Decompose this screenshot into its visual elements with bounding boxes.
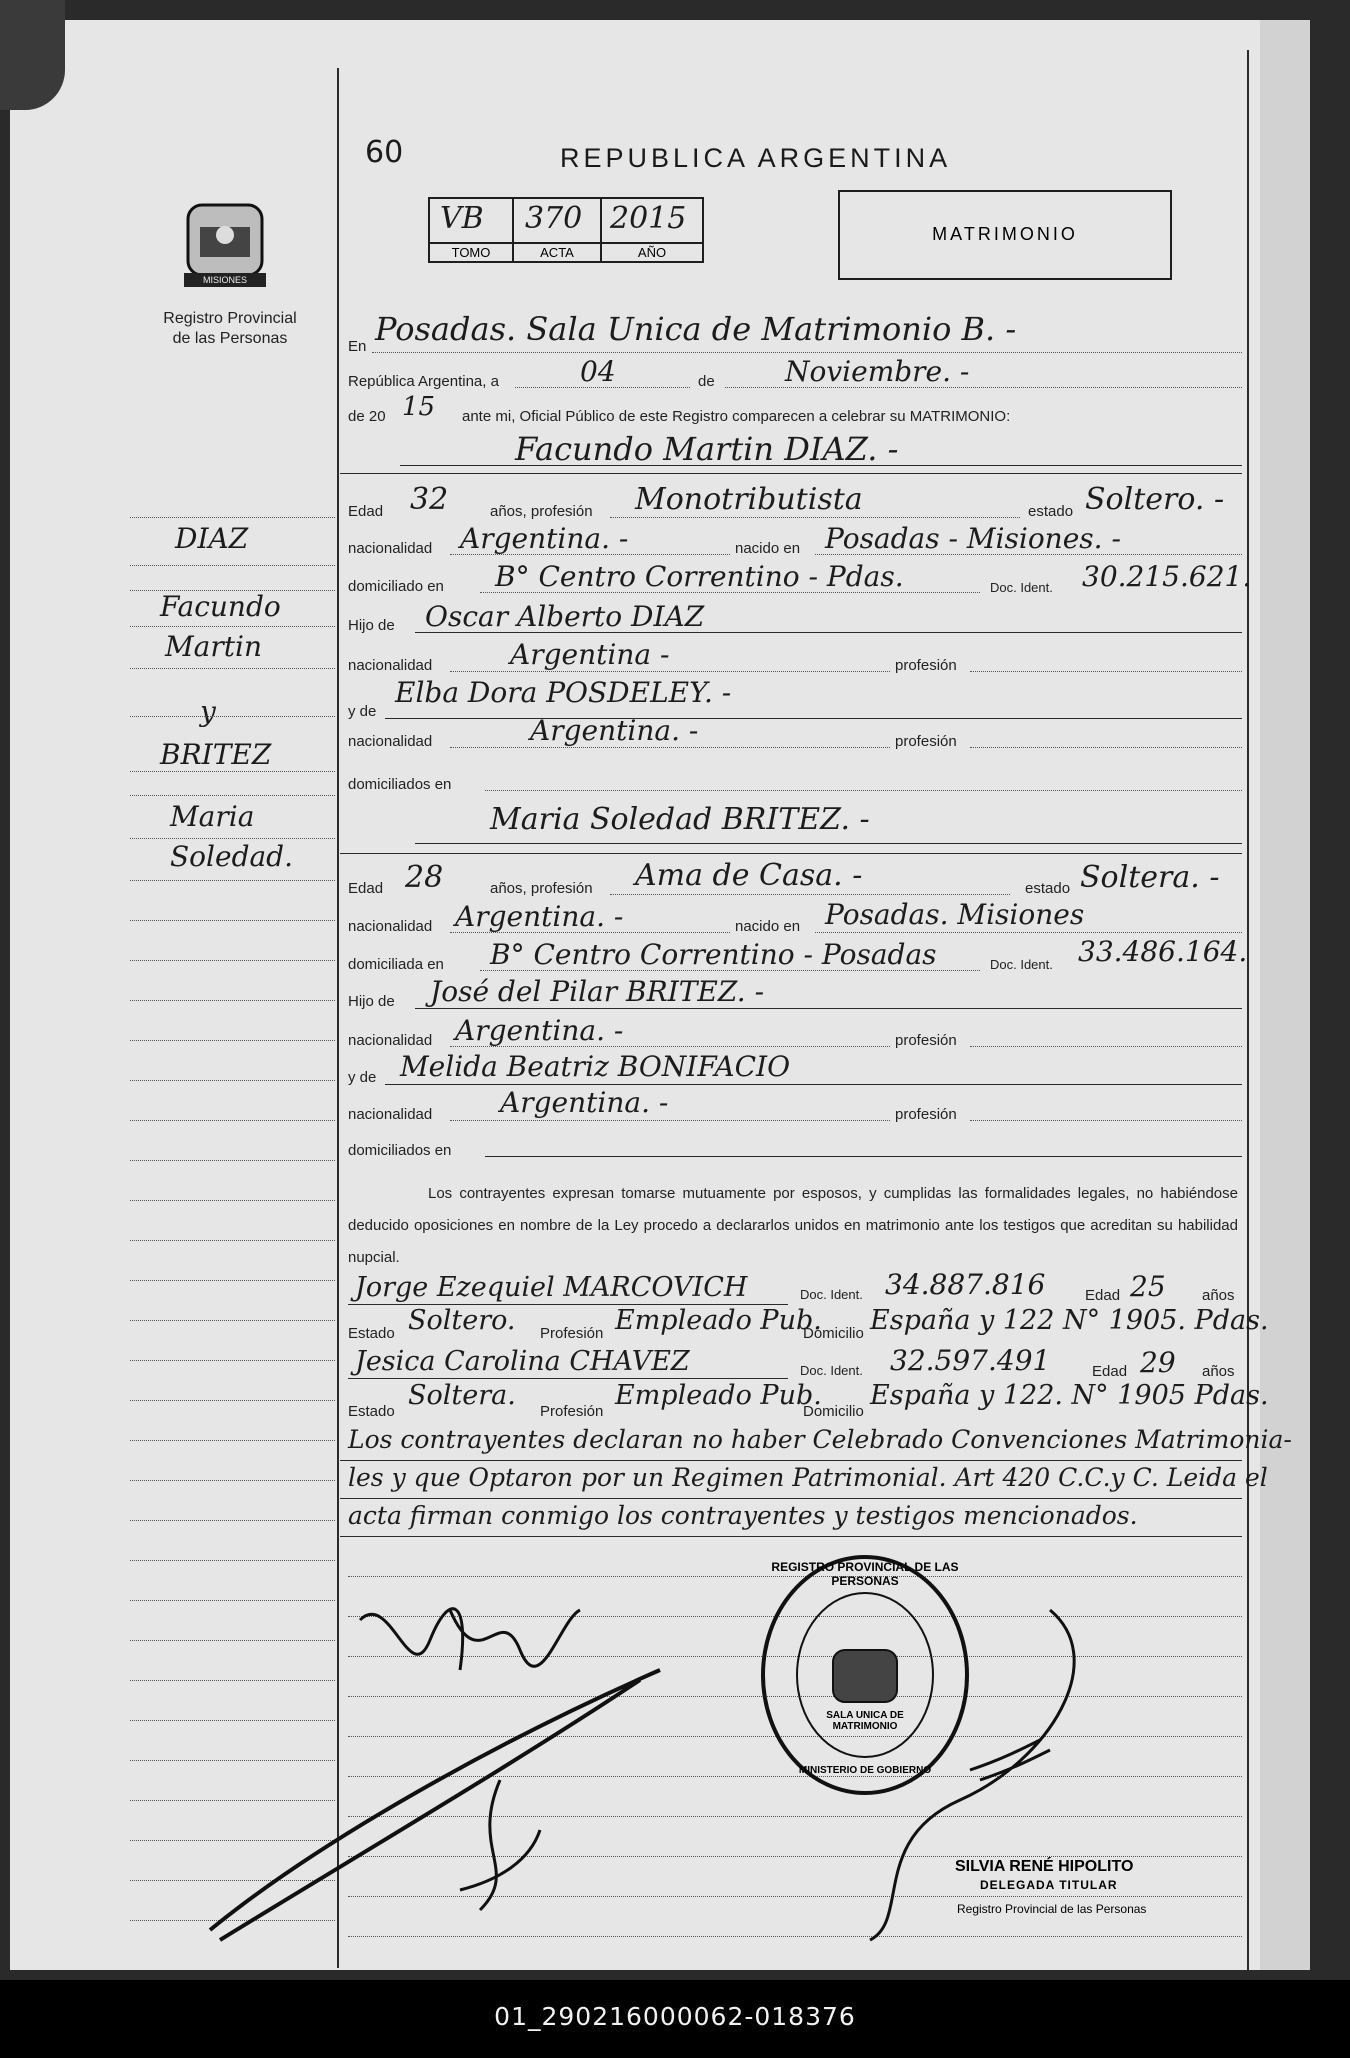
page-number: 60	[365, 135, 404, 170]
signature-3-icon	[440, 1770, 560, 1930]
witness2-estado-label: Estado	[348, 1403, 395, 1420]
bride-yde-label: y de	[348, 1069, 377, 1086]
bride-estado-label: estado	[1025, 880, 1071, 897]
groom-profession: Monotributista	[635, 482, 863, 517]
groom-mother-prof-label: profesión	[895, 733, 957, 750]
place-value: Posadas. Sala Unica de Matrimonio B. -	[375, 310, 1017, 348]
margin-conjunction: y	[200, 695, 216, 728]
witness1-prof-label: Profesión	[540, 1325, 604, 1342]
bride-status: Soltera. -	[1080, 860, 1220, 895]
bride-name: Maria Soledad BRITEZ. -	[490, 802, 870, 837]
witness2-address: España y 122. N° 1905 Pdas.	[870, 1380, 1269, 1411]
witness2-dom-label: Domicilio	[803, 1403, 864, 1420]
witness1-profession: Empleado Pub.	[615, 1305, 822, 1336]
bride-address: B° Centro Correntino - Posadas	[490, 938, 937, 971]
groom-age: 32	[410, 482, 449, 517]
groom-name: Facundo Martin DIAZ. -	[515, 430, 899, 468]
record-type: MATRIMONIO	[932, 224, 1078, 244]
bride-dom-label: domiciliada en	[348, 956, 444, 973]
groom-father: Oscar Alberto DIAZ	[425, 600, 705, 633]
declaration-text: Los contrayentes expresan tomarse mutuamente por esposos, y cumplidas las formalidades legales, no habiéndose deducido oposiciones en nombre de la Ley procedo a declararlos unidos en matrimonio ante los testigos que acreditan su habilidad nupcial.	[348, 1185, 1238, 1266]
witness2-edad-label: Edad	[1092, 1363, 1128, 1380]
bride-mother-nationality: Argentina. -	[500, 1086, 669, 1119]
de-label: de	[698, 373, 715, 390]
intro-text: ante mi, Oficial Público de este Registro comparecen a celebrar su MATRIMONIO:	[462, 408, 1011, 425]
day-value: 04	[580, 355, 616, 388]
bride-profession-label: años, profesión	[490, 880, 593, 897]
groom-mother-nat-label: nacionalidad	[348, 733, 433, 750]
notes-line3: acta firman conmigo los contrayentes y testigos mencionados.	[348, 1501, 1138, 1530]
record-type-box	[838, 190, 1172, 280]
country-title: REPUBLICA ARGENTINA	[560, 143, 952, 173]
witness2-name: Jesica Carolina CHAVEZ	[355, 1346, 690, 1377]
witness1-dom-label: Domicilio	[803, 1325, 864, 1342]
margin-surname2: BRITEZ	[160, 738, 272, 771]
witness2-anios-label: años	[1202, 1363, 1235, 1380]
year-suffix: 15	[402, 392, 436, 422]
groom-hijo-label: Hijo de	[348, 617, 395, 634]
witness1-anios-label: años	[1202, 1287, 1235, 1304]
groom-mother-nationality: Argentina. -	[530, 714, 699, 747]
margin-name2: Martin	[165, 630, 262, 663]
witness2-doc: 32.597.491	[890, 1344, 1051, 1377]
groom-edad-label: Edad	[348, 503, 384, 520]
margin-name4: Soledad.	[170, 840, 294, 873]
registry-name-line2: de las Personas	[172, 330, 288, 347]
groom-doc: 30.215.621.	[1082, 560, 1252, 593]
registry-name-line1: Registro Provincial	[163, 310, 297, 327]
bride-doc-label: Doc. Ident.	[990, 957, 1053, 972]
stamp-ring-text: REGISTRO PROVINCIAL DE LAS PERSONAS	[771, 1560, 959, 1588]
bride-mother-prof-label: profesión	[895, 1106, 957, 1123]
bride-nat-label: nacionalidad	[348, 918, 433, 935]
groom-status: Soltero. -	[1085, 482, 1225, 517]
groom-yde-label: y de	[348, 703, 377, 720]
witness1-doc: 34.887.816	[885, 1268, 1046, 1301]
witness1-name: Jorge Ezequiel MARCOVICH	[355, 1272, 748, 1303]
bride-doc: 33.486.164.	[1078, 935, 1248, 968]
month-value: Noviembre. -	[785, 355, 970, 388]
bride-birthplace: Posadas. Misiones	[825, 898, 1085, 931]
stamp-bottom-text: MINISTERIO DE GOBIERNO	[798, 1765, 932, 1776]
groom-father-nationality: Argentina -	[510, 638, 670, 671]
republica-label: República Argentina, a	[348, 373, 499, 390]
witness1-age: 25	[1130, 1270, 1166, 1303]
bride-age: 28	[405, 860, 444, 895]
witness2-profession: Empleado Pub.	[615, 1380, 822, 1411]
document-page	[10, 20, 1310, 1970]
en-label: En	[348, 338, 367, 355]
witness1-edad-label: Edad	[1085, 1287, 1121, 1304]
witness1-status: Soltero.	[408, 1305, 516, 1336]
groom-profession-label: años, profesión	[490, 503, 593, 520]
groom-domiciliados-label: domiciliados en	[348, 776, 452, 793]
page-edge	[1260, 20, 1310, 1970]
tomo-value: VB	[440, 201, 484, 236]
reference-box	[428, 197, 704, 263]
witness1-estado-label: Estado	[348, 1325, 395, 1342]
year-prefix: de 20	[348, 408, 386, 425]
right-margin-line	[1247, 50, 1249, 1970]
notes-line1: Los contrayentes declaran no haber Celebrado Convenciones Matrimonia-	[348, 1425, 1292, 1454]
groom-address: B° Centro Correntino - Pdas.	[495, 560, 904, 593]
groom-dom-label: domiciliado en	[348, 578, 444, 595]
tomo-label: TOMO	[451, 245, 491, 260]
bride-domiciliados-label: domiciliados en	[348, 1142, 452, 1159]
margin-name1: Facundo	[160, 590, 281, 623]
groom-estado-label: estado	[1028, 503, 1074, 520]
official-office: Registro Provincial de las Personas	[957, 1902, 1147, 1916]
anio-label: AÑO	[637, 245, 667, 260]
groom-father-nat-label: nacionalidad	[348, 657, 433, 674]
witness2-age: 29	[1140, 1346, 1176, 1379]
official-title: DELEGADA TITULAR	[980, 1878, 1118, 1892]
seal-text: MISIONES	[202, 275, 247, 285]
bride-edad-label: Edad	[348, 880, 384, 897]
bride-mother: Melida Beatriz BONIFACIO	[400, 1050, 791, 1083]
groom-nat-label: nacionalidad	[348, 540, 433, 557]
scan-artifact	[0, 0, 65, 110]
bride-father-nationality: Argentina. -	[455, 1014, 624, 1047]
groom-nationality: Argentina. -	[460, 522, 629, 555]
witness1-doc-label: Doc. Ident.	[800, 1287, 863, 1302]
bride-profession: Ama de Casa. -	[635, 858, 863, 893]
margin-surname: DIAZ	[175, 522, 249, 555]
groom-birthplace: Posadas - Misiones. -	[825, 522, 1121, 555]
signature-2-icon	[200, 1660, 670, 1950]
witness1-address: España y 122 N° 1905. Pdas.	[870, 1305, 1269, 1336]
bride-father: José del Pilar BRITEZ. -	[430, 975, 765, 1008]
anio-value: 2015	[610, 201, 687, 236]
witness2-prof-label: Profesión	[540, 1403, 604, 1420]
acta-label: ACTA	[540, 245, 574, 260]
margin-name3: Maria	[170, 800, 255, 833]
bride-nacido-label: nacido en	[735, 918, 801, 935]
image-caption: 01_290216000062-018376	[494, 2002, 856, 2031]
bride-hijo-label: Hijo de	[348, 993, 395, 1010]
groom-mother: Elba Dora POSDELEY. -	[395, 676, 732, 709]
groom-father-prof-label: profesión	[895, 657, 957, 674]
witness2-status: Soltera.	[408, 1380, 516, 1411]
groom-doc-label: Doc. Ident.	[990, 580, 1053, 595]
bride-father-prof-label: profesión	[895, 1032, 957, 1049]
bride-mother-nat-label: nacionalidad	[348, 1106, 433, 1123]
bride-nationality: Argentina. -	[455, 900, 624, 933]
groom-nacido-label: nacido en	[735, 540, 801, 557]
acta-value: 370	[525, 201, 583, 236]
witness2-doc-label: Doc. Ident.	[800, 1363, 863, 1378]
official-name: SILVIA RENÉ HIPOLITO	[955, 1858, 1134, 1875]
bride-father-nat-label: nacionalidad	[348, 1032, 433, 1049]
notes-line2: les y que Optaron por un Regimen Patrimonial. Art 420 C.C.y C. Leida el	[348, 1463, 1268, 1492]
stamp-inner-text: SALA UNICA DE MATRIMONIO	[826, 1710, 904, 1732]
